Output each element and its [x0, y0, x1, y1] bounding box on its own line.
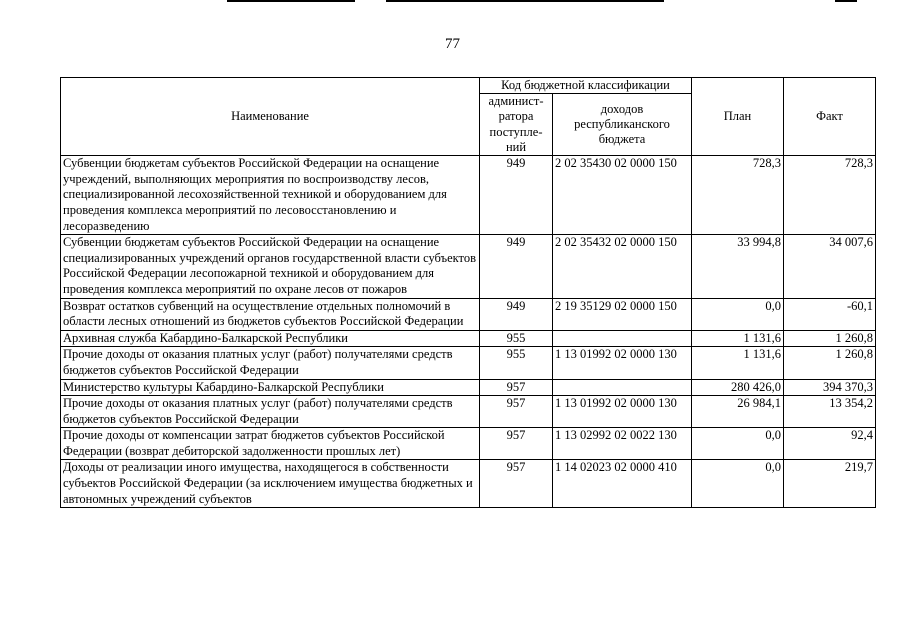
- row-budget-code: 1 13 02992 02 0022 130: [553, 428, 692, 460]
- row-fact: 1 260,8: [784, 347, 876, 379]
- row-name: Субвенции бюджетам субъектов Российской Федерации на оснащение специализированных учреждений органов государственной власти субъектов Российской Федерации лесопожарной техникой и оборудованием для проведения комплекса мероприятий по охране лесов от пожаров: [61, 235, 480, 298]
- row-name: Прочие доходы от оказания платных услуг (работ) получателями средств бюджетов субъектов Российской Федерации: [61, 396, 480, 428]
- row-fact: 92,4: [784, 428, 876, 460]
- row-budget-code: 2 19 35129 02 0000 150: [553, 298, 692, 330]
- budget-table: [60, 77, 876, 508]
- row-plan: 26 984,1: [692, 396, 784, 428]
- row-name: Возврат остатков субвенций на осуществление отдельных полномочий в области лесных отношений из бюджетов субъектов Российской Федерации: [61, 298, 480, 330]
- row-budget-code: [553, 379, 692, 396]
- row-plan: 0,0: [692, 460, 784, 508]
- table-row: [61, 428, 876, 460]
- row-name: Министерство культуры Кабардино-Балкарской Республики: [61, 379, 480, 396]
- row-name: Доходы от реализации иного имущества, находящегося в собственности субъектов Российской Федерации (за исключением имущества бюджетных и автономных учреждений субъектов: [61, 460, 480, 508]
- header-plan: План: [692, 78, 784, 156]
- header-fact: Факт: [784, 78, 876, 156]
- table-row: [61, 235, 876, 298]
- row-plan: 33 994,8: [692, 235, 784, 298]
- header-rule-left: [227, 0, 355, 2]
- table-row: [61, 298, 876, 330]
- header-rule-right: [835, 0, 857, 2]
- row-fact: -60,1: [784, 298, 876, 330]
- row-name: Архивная служба Кабардино-Балкарской Республики: [61, 330, 480, 347]
- row-admin-code: 957: [480, 460, 553, 508]
- header-name: Наименование: [61, 78, 480, 156]
- row-name: Прочие доходы от компенсации затрат бюджетов субъектов Российской Федерации (возврат дебиторской задолженности прошлых лет): [61, 428, 480, 460]
- row-budget-code: 2 02 35432 02 0000 150: [553, 235, 692, 298]
- row-fact: 728,3: [784, 156, 876, 235]
- row-plan: 0,0: [692, 428, 784, 460]
- row-budget-code: 1 13 01992 02 0000 130: [553, 347, 692, 379]
- table-row: [61, 347, 876, 379]
- row-admin-code: 949: [480, 235, 553, 298]
- row-plan: 728,3: [692, 156, 784, 235]
- row-budget-code: [553, 330, 692, 347]
- row-admin-code: 949: [480, 298, 553, 330]
- row-budget-code: 1 14 02023 02 0000 410: [553, 460, 692, 508]
- table-row: [61, 460, 876, 508]
- row-plan: 1 131,6: [692, 330, 784, 347]
- row-fact: 1 260,8: [784, 330, 876, 347]
- row-admin-code: 957: [480, 428, 553, 460]
- row-admin-code: 955: [480, 347, 553, 379]
- row-admin-code: 957: [480, 379, 553, 396]
- row-admin-code: 957: [480, 396, 553, 428]
- header-income: доходов республиканского бюджета: [553, 94, 692, 156]
- row-name: Субвенции бюджетам субъектов Российской Федерации на оснащение учреждений, выполняющих мероприятия по воспроизводству лесов, специализированной лесохозяйственной техникой и оборудованием для проведения комплекса мероприятий по лесовосстановлению и лесоразведению: [61, 156, 480, 235]
- row-budget-code: 1 13 01992 02 0000 130: [553, 396, 692, 428]
- table-header-row: [61, 78, 876, 94]
- row-admin-code: 949: [480, 156, 553, 235]
- row-name: Прочие доходы от оказания платных услуг (работ) получателями средств бюджетов субъектов Российской Федерации: [61, 347, 480, 379]
- table-body: [61, 156, 876, 508]
- row-fact: 34 007,6: [784, 235, 876, 298]
- header-rule-middle: [386, 0, 664, 2]
- row-plan: 1 131,6: [692, 347, 784, 379]
- table-row: [61, 396, 876, 428]
- table-row: [61, 330, 876, 347]
- row-fact: 219,7: [784, 460, 876, 508]
- table-row: [61, 379, 876, 396]
- row-admin-code: 955: [480, 330, 553, 347]
- page-number: 77: [445, 36, 460, 52]
- header-admin: админист-ратора поступле-ний: [480, 94, 553, 156]
- row-plan: 280 426,0: [692, 379, 784, 396]
- header-code-group: Код бюджетной классификации: [480, 78, 692, 94]
- row-fact: 13 354,2: [784, 396, 876, 428]
- row-fact: 394 370,3: [784, 379, 876, 396]
- row-plan: 0,0: [692, 298, 784, 330]
- table-row: [61, 156, 876, 235]
- row-budget-code: 2 02 35430 02 0000 150: [553, 156, 692, 235]
